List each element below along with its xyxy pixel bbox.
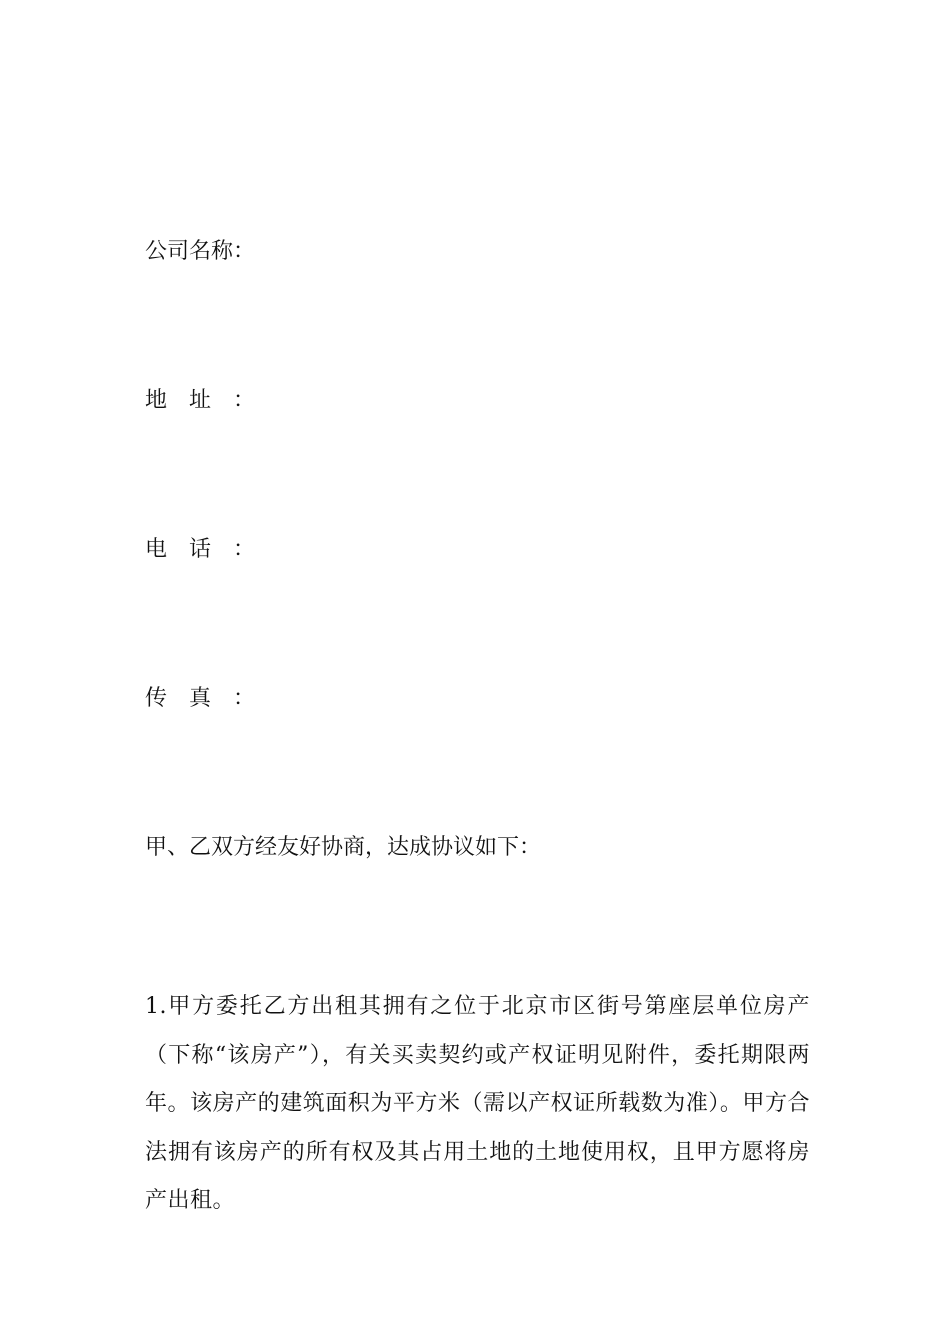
intro-text: 甲、乙双方经友好协商，达成协议如下： [145,835,542,860]
company-name-colon: ： [233,239,256,264]
fax-field [145,684,255,714]
address-colon: ： [233,388,256,413]
company-name-label: 公司名称 [145,239,234,264]
company-name-field [145,237,255,267]
fax-colon: ： [233,686,256,711]
address-field [145,386,255,416]
clause-1: 1.甲方委托乙方出租其拥有之位于北京市区街号第座层单位房产（下称“该房产”），有关买卖契约或产权证明见附件，委托期限两年。该房产的建筑面积为平方米（需以产权证所载数为准）。甲方合法拥有该房产的所有权及其占用土地的土地使用权，且甲方愿将房产出租。 [145,994,810,1213]
phone-field [145,535,255,565]
phone-colon: ： [233,537,256,562]
address-label: 地址 [145,388,234,413]
fax-label: 传真 [145,686,234,711]
phone-label: 电话 [145,537,234,562]
